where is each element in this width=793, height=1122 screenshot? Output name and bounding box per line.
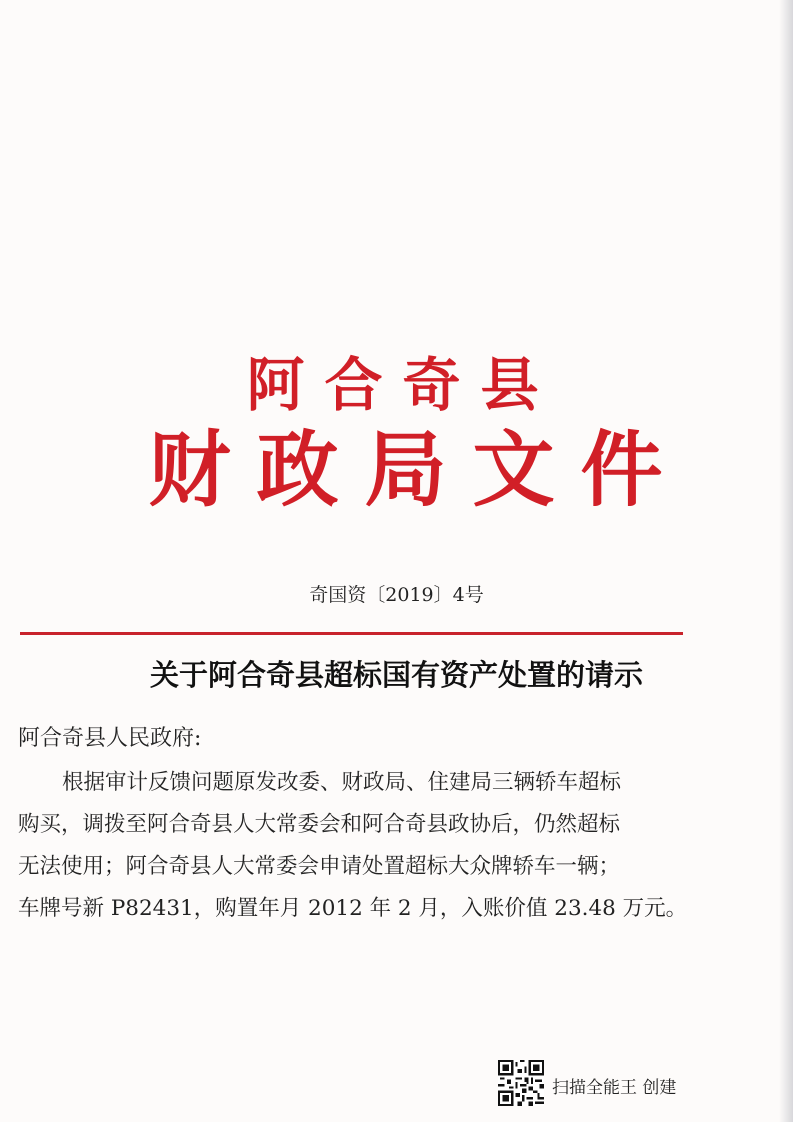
- body-line: 车牌号新 P82431，购置年月 2012 年 2 月，入账价值 23.48 万元。: [18, 896, 688, 921]
- recipient-line: 阿合奇县人民政府:: [18, 726, 202, 751]
- document-number: 奇国资〔2019〕4号: [309, 584, 484, 606]
- red-divider-line: [20, 632, 683, 635]
- scanner-watermark-text: 扫描全能王 创建: [552, 1078, 677, 1098]
- body-line: 购买，调拨至阿合奇县人大常委会和阿合奇县政协后，仍然超标: [18, 812, 621, 837]
- body-line: 根据审计反馈问题原发改委、财政局、住建局三辆轿车超标: [62, 770, 622, 795]
- document-type-heading: 财政局文件: [148, 422, 689, 518]
- body-paragraph: [18, 762, 688, 930]
- qr-code-icon: [498, 1060, 544, 1106]
- issuer-name: 阿合奇县: [246, 351, 559, 419]
- page-edge-shadow: [779, 0, 793, 1122]
- document-title: 关于阿合奇县超标国有资产处置的请示: [149, 658, 643, 692]
- body-line: 无法使用；阿合奇县人大常委会申请处置超标大众牌轿车一辆；: [18, 854, 621, 879]
